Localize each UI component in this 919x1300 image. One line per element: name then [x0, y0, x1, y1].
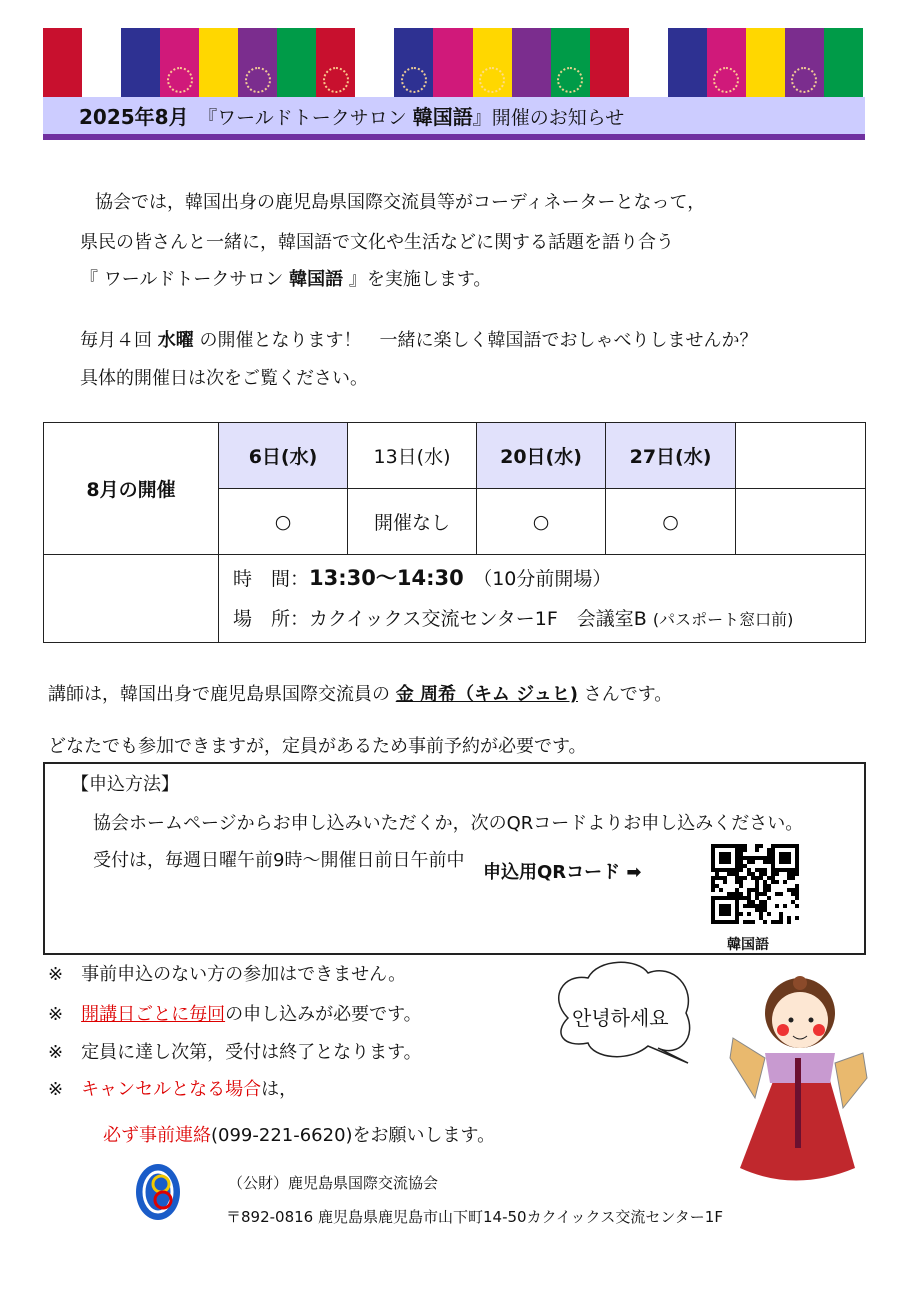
banner-stripe — [707, 28, 746, 97]
t: 場 所： — [233, 607, 310, 630]
application-box — [43, 762, 866, 955]
t: ※ — [48, 964, 64, 985]
medallion-icon — [323, 67, 349, 93]
t: の開催となります！ 一緒に楽しく韓国語でおしゃべりしませんか？ — [193, 330, 758, 351]
banner-stripe — [43, 28, 82, 97]
medallion-icon — [167, 67, 193, 93]
reservation-note: どなたでも参加できますが，定員があるため事前予約が必要です。 — [48, 736, 587, 757]
hanbok-girl-illustration — [725, 958, 870, 1193]
note-item — [48, 1075, 297, 1101]
apply-heading: 【申込方法】 — [71, 774, 179, 795]
banner-stripe — [590, 28, 629, 97]
banner-stripe — [355, 28, 394, 97]
date-cell: 27日(水) — [606, 423, 736, 489]
t: は， — [261, 1079, 298, 1100]
qr-label: 申込用QRコード ➡ — [483, 862, 642, 883]
t: 講師は，韓国出身で鹿児島県国際交流員の — [48, 684, 396, 705]
t: 必ず事前連絡 — [103, 1125, 211, 1146]
org-address: 〒892-0816 鹿児島県鹿児島市山下町14-50カクイックス交流センター1F — [226, 1208, 723, 1226]
date-cell: 13日(水) — [348, 423, 477, 489]
qr-code[interactable] — [711, 844, 799, 924]
banner-stripe — [785, 28, 824, 97]
status-cell: ○ — [477, 489, 606, 555]
t: 時 間： — [233, 567, 310, 590]
apply-line: 協会ホームページからお申し込みいただくか，次のQRコードよりお申し込みください。 — [93, 813, 804, 834]
page-title — [43, 97, 865, 140]
banner-stripe — [394, 28, 433, 97]
medallion-icon — [245, 67, 271, 93]
apply-line: 受付は，毎週日曜午前9時～開催日前日午前中 — [93, 850, 465, 871]
banner-stripe — [277, 28, 316, 97]
t: キャンセルとなる場合 — [81, 1079, 262, 1100]
t: 韓国語 — [289, 269, 344, 290]
org-name: （公財）鹿児島県国際交流協会 — [228, 1174, 439, 1192]
schedule-label: 8月の開催 — [44, 423, 219, 555]
banner-stripe — [746, 28, 785, 97]
title-date: 2025年8月 — [79, 105, 189, 129]
t: 定員に達し次第，受付は終了となります。 — [81, 1042, 422, 1063]
t: 毎月４回 — [80, 330, 158, 351]
medallion-icon — [557, 67, 583, 93]
time-row — [233, 558, 865, 599]
banner-stripe — [668, 28, 707, 97]
intro-line: 協会では，韓国出身の鹿児島県国際交流員等がコーディネーターとなって， — [95, 192, 706, 213]
t: ※ — [48, 1079, 64, 1100]
status-cell: ○ — [606, 489, 736, 555]
banner-stripe — [199, 28, 238, 97]
t: の申し込みが必要です。 — [225, 1004, 422, 1025]
medallion-icon — [401, 67, 427, 93]
medallion-icon — [479, 67, 505, 93]
qr-caption: 韓国語 — [727, 937, 769, 953]
status-cell — [736, 489, 866, 555]
note-item — [48, 1000, 422, 1026]
t: 水曜 — [157, 330, 194, 351]
t: 『 ワールドトークサロン — [80, 269, 290, 290]
intro-line — [80, 265, 491, 291]
place: カクイックス交流センター1F 会議室B — [309, 607, 647, 630]
intro-line: 具体的開催日は次をご覧ください。 — [80, 368, 368, 389]
t: (パスポート窓口前) — [652, 609, 794, 629]
status-cell: ○ — [219, 489, 348, 555]
t: 開講日ごとに毎回 — [81, 1004, 226, 1025]
t: ※ — [48, 1004, 64, 1025]
instructor-line — [48, 680, 672, 706]
speech-text: 안녕하세요 — [572, 1006, 669, 1030]
contact-line — [103, 1121, 495, 1147]
t: (099-221-6620)をお願いします。 — [211, 1125, 496, 1146]
note-item — [48, 960, 406, 986]
banner-stripe — [551, 28, 590, 97]
banner-stripe — [512, 28, 551, 97]
t: 事前申込のない方の参加はできません。 — [81, 964, 407, 985]
date-cell: 6日(水) — [219, 423, 348, 489]
t: さんです。 — [577, 684, 673, 705]
title-language: 韓国語 — [412, 105, 473, 129]
banner-stripe — [433, 28, 472, 97]
t: ※ — [48, 1042, 64, 1063]
time: 13:30〜14:30 — [309, 565, 464, 590]
place-row — [233, 599, 865, 640]
schedule-table — [43, 422, 866, 643]
date-cell: 20日(水) — [477, 423, 606, 489]
instructor-name: 金 周希（キム ジュヒ) — [395, 684, 578, 705]
banner-stripe — [824, 28, 863, 97]
time-place-cell — [219, 555, 866, 643]
intro-line: 県民の皆さんと一緒に，韓国語で文化や生活などに関する話題を語り合う — [80, 232, 674, 253]
banner-stripe — [82, 28, 121, 97]
intro-line — [80, 326, 757, 352]
note-item — [48, 1038, 422, 1064]
banner-stripe — [121, 28, 160, 97]
banner-stripe — [238, 28, 277, 97]
status-cell: 開催なし — [348, 489, 477, 555]
date-cell — [736, 423, 866, 489]
banner-stripe — [160, 28, 199, 97]
t: 』を実施します。 — [343, 269, 492, 290]
title-close: 』開催のお知らせ — [472, 107, 625, 129]
header-banner — [43, 28, 863, 97]
title-open: 『ワールドトークサロン — [207, 107, 413, 129]
t: （10分前開場） — [463, 567, 612, 590]
empty-cell — [44, 555, 219, 643]
medallion-icon — [791, 67, 817, 93]
banner-stripe — [316, 28, 355, 97]
association-logo — [133, 1162, 183, 1222]
banner-stripe — [629, 28, 668, 97]
medallion-icon — [713, 67, 739, 93]
banner-stripe — [473, 28, 512, 97]
